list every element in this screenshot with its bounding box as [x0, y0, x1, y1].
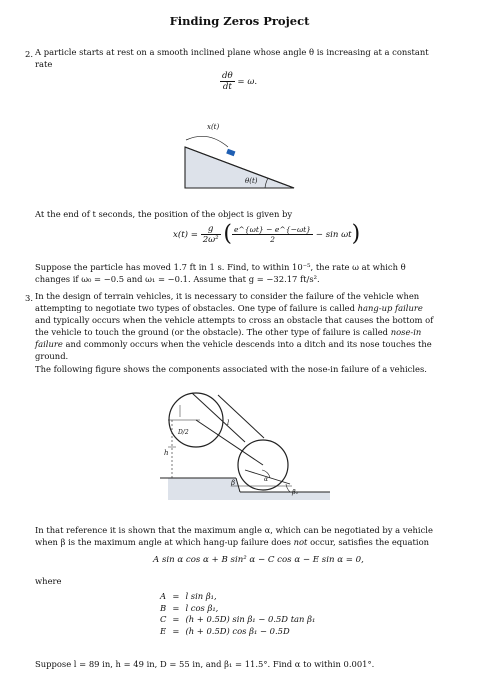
p3-line2-text: attempting to negotiate two types of obstacles. One type of failure is called: [35, 303, 355, 313]
nose-in-term: nose-in: [390, 327, 422, 337]
position-intro: At the end of t seconds, the position of the object is given by: [35, 209, 293, 219]
problem-2-intro-line1: A particle starts at rest on a smooth inclined plane whose angle θ is increasing at a constant: [35, 47, 429, 57]
vehicle-label-l: l: [227, 419, 230, 427]
page-title: Finding Zeros Project: [169, 14, 310, 28]
not-term: not: [293, 537, 308, 547]
pos-coef-num: g: [201, 224, 221, 235]
def-lhs: A: [160, 591, 167, 601]
pos-coef-den: 2ω²: [202, 235, 219, 245]
def-rhs: l cos β₁,: [185, 602, 219, 613]
reference-line2: [35, 537, 429, 549]
reference-line1: In that reference it is shown that the maximum angle α, which can be negotiated by a vehicle: [35, 525, 433, 535]
definition-row: A = l sin β₁,: [157, 591, 318, 603]
pos-tail: − sin ωt: [315, 230, 352, 240]
where-label: where: [35, 576, 62, 586]
definitions-table: [157, 591, 318, 637]
suppose-line1: Suppose the particle has moved 1.7 ft in 1 s. Find, to within 10⁻⁵, the rate ω at which θ: [35, 262, 406, 272]
failure-term: failure: [35, 339, 63, 349]
hang-up-term: hang-up failure: [357, 303, 423, 313]
suppose-line2: changes if ω₀ = −0.5 and ω₁ = −0.1. Assume that g = −32.17 ft/s².: [35, 274, 320, 284]
def-lhs: B: [160, 602, 167, 613]
position-equation: x(t) = $\frac{g}{\text{2ω²}}$ ( $\frac{e\^{}\{\omega t\} - e\^{}\{-\omega t\}}{2}$ − sin ωt): [173, 221, 361, 247]
p3-line4-text: the vehicle to touch the ground (or the obstacle). The other type of failure is called: [35, 327, 389, 337]
p3-line6: ground.: [35, 351, 69, 361]
rate-eq-rhs: = ω.: [237, 77, 258, 87]
def-lhs: C: [160, 614, 167, 624]
rate-eq-denominator: dt: [222, 82, 232, 92]
reference-line2-a: when β is the maximum angle at which hang-up failure does: [35, 537, 291, 547]
p3-line5-text: and commonly occurs when the vehicle descends into a ditch and its nose touches the: [65, 339, 432, 349]
figure-label-theta: θ(t): [245, 177, 258, 185]
final-line: Suppose l = 89 in, h = 49 in, D = 55 in, and β₁ = 11.5°. Find α to within 0.001°.: [35, 659, 375, 669]
vehicle-label-d2: D/2: [178, 429, 189, 436]
def-rhs: l sin β₁,: [185, 591, 217, 601]
vehicle-label-h: h: [164, 449, 169, 457]
problem-2-intro-line2: rate: [35, 59, 53, 69]
pos-inner-num: e^{ωt} − e^{−ωt}: [233, 225, 312, 234]
definition-row: E = (h + 0.5D) cos β₁ − 0.5D: [157, 626, 318, 638]
vehicle-label-alpha: α: [264, 476, 269, 483]
definition-row: C = (h + 0.5D) sin β₁ − 0.5D tan β₁: [157, 614, 318, 626]
p3-line1: In the design of terrain vehicles, it is necessary to consider the failure of the vehicle when: [35, 291, 420, 301]
vehicle-label-beta: β: [231, 479, 236, 487]
figure-intro: The following figure shows the components associated with the nose-in failure of a vehicles.: [35, 364, 427, 374]
pos-inner-den: 2: [270, 235, 275, 244]
rate-eq-numerator: dθ: [222, 71, 233, 81]
vehicle-label-beta1: β₁: [292, 488, 299, 496]
def-rhs: (h + 0.5D) cos β₁ − 0.5D: [185, 625, 290, 636]
problem-2-number: 2.: [25, 49, 33, 59]
p3-line3: and typically occurs when the vehicle attempts to cross an obstacle that causes the bottom of: [35, 315, 434, 325]
reference-line2-b: occur, satisfies the equation: [310, 537, 430, 547]
pos-lhs: x(t) =: [173, 230, 198, 240]
problem-3-number: 3.: [25, 293, 33, 303]
def-rhs: (h + 0.5D) sin β₁ − 0.5D tan β₁: [185, 614, 316, 624]
main-equation: A sin α cos α + B sin² α − C cos α − E sin α = 0,: [153, 555, 364, 565]
definition-row: B = l cos β₁,: [157, 603, 318, 615]
figure-label-x: x(t): [207, 123, 220, 131]
def-lhs: E: [160, 625, 167, 636]
